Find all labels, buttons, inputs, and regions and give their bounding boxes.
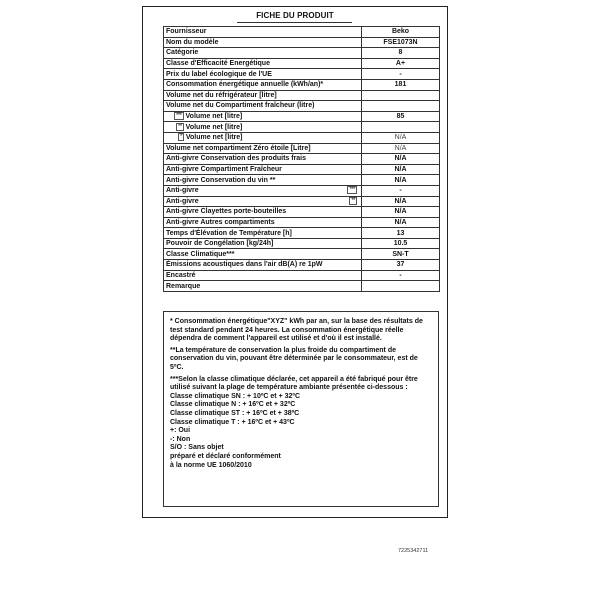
row-value: N/A (362, 132, 440, 143)
row-label: Émissions acoustiques dans l'air dB(A) re 1pW (164, 260, 362, 271)
table-row (164, 69, 440, 80)
row-label: Volume net [litre] (185, 123, 243, 131)
legend-yes: +: Oui (170, 427, 191, 435)
note-wine: **La température de conservation la plus froide du compartiment de conservation du vin, pouvant être déterminée par le consommateur, est de 5ºC. (170, 346, 418, 371)
compliance-line-2: à la norme UE 1060/2010 (170, 461, 252, 469)
row-value: N/A (362, 143, 440, 154)
table-row (164, 175, 440, 186)
spec-table (163, 26, 440, 292)
row-label: Prix du label écologique de l'UE (164, 69, 362, 80)
row-label: Temps d'Élévation de Température [h] (164, 228, 362, 239)
table-row (164, 281, 440, 292)
table-row (164, 249, 440, 260)
row-value: 37 (362, 260, 440, 271)
row-value: N/A (362, 207, 440, 218)
row-label: Volume net du réfrigérateur [litre] (164, 90, 362, 101)
row-value: N/A (362, 217, 440, 228)
row-value: N/A (362, 196, 440, 207)
row-label: Fournisseur (164, 27, 362, 38)
table-row (164, 196, 440, 207)
table-row (164, 185, 440, 196)
row-value: FSE1073N (362, 37, 440, 48)
row-value: Beko (362, 27, 440, 38)
three-star-icon: *** (349, 187, 355, 194)
table-row (164, 27, 440, 38)
two-star-icon: ** (351, 197, 355, 204)
table-row (164, 260, 440, 271)
table-row (164, 270, 440, 281)
row-label: Volume net [litre] (185, 113, 243, 121)
row-label: Anti-givre (166, 197, 199, 205)
note-climate: ***Selon la classe climatique déclarée, cet appareil a été fabriqué pour être utilisé suivant la plage de température ambiante présentée ci-dessous : (170, 375, 418, 392)
table-row (164, 90, 440, 101)
table-row (164, 58, 440, 69)
climate-class-sn: Classe climatique SN : + 10ºC et + 32ºC (170, 392, 301, 400)
row-label-cell (164, 111, 362, 122)
table-row (164, 122, 440, 133)
table-row (164, 132, 440, 143)
notes-box (163, 311, 439, 507)
row-value: N/A (362, 154, 440, 165)
three-star-icon: *** (176, 113, 182, 120)
table-row (164, 48, 440, 59)
table-row (164, 154, 440, 165)
row-value: - (362, 270, 440, 281)
row-value: - (362, 185, 440, 196)
title-underline (237, 22, 352, 23)
table-row (164, 207, 440, 218)
climate-class-st: Classe climatique ST : + 16ºC et + 38ºC (170, 409, 300, 417)
sheet-title: FICHE DU PRODUIT (256, 11, 334, 20)
row-label: Volume net [litre] (185, 134, 243, 142)
row-value: SN-T (362, 249, 440, 260)
row-label: Anti-givre Compartiment Fraîcheur (164, 164, 362, 175)
two-star-icon: ** (178, 123, 182, 130)
row-value (362, 101, 440, 112)
table-row (164, 164, 440, 175)
row-label: Anti-givre Conservation des produits frais (164, 154, 362, 165)
row-value: 13 (362, 228, 440, 239)
row-label-cell (164, 132, 362, 143)
row-label: Anti-givre Autres compartiments (164, 217, 362, 228)
row-label: Encastré (164, 270, 362, 281)
row-value: 8 (362, 48, 440, 59)
climate-class-t: Classe climatique T : + 16ºC et + 43ºC (170, 418, 295, 426)
table-row (164, 79, 440, 90)
one-star-icon: * (180, 134, 182, 141)
row-value: 10.5 (362, 238, 440, 249)
table-row (164, 101, 440, 112)
row-value (362, 90, 440, 101)
climate-class-n: Classe climatique N : + 16ºC et + 32ºC (170, 401, 296, 409)
row-label-cell (164, 122, 362, 133)
row-value: - (362, 69, 440, 80)
row-value: 85 (362, 111, 440, 122)
table-row (164, 238, 440, 249)
row-value (362, 281, 440, 292)
row-label: Anti-givre Conservation du vin ** (164, 175, 362, 186)
row-label: Consommation énergétique annuelle (kWh/an)* (164, 79, 362, 90)
row-label: Anti-givre Clayettes porte-bouteilles (164, 207, 362, 218)
row-label: Classe Climatique*** (164, 249, 362, 260)
row-value: 181 (362, 79, 440, 90)
row-label: Anti-givre (166, 187, 199, 195)
row-label: Remarque (164, 281, 362, 292)
note-energy: * Consommation énergétique"XYZ" kWh par an, sur la base des résultats de test standard pendant 24 heures. La consommation énergétique réelle dépendra de comment l'appareil est utilisé et d'où il est installé. (170, 318, 423, 343)
row-value: A+ (362, 58, 440, 69)
row-value: N/A (362, 164, 440, 175)
table-row (164, 217, 440, 228)
row-value: N/A (362, 175, 440, 186)
row-label: Catégorie (164, 48, 362, 59)
legend-na: S/O : Sans objet (170, 444, 224, 452)
row-label: Nom du modèle (164, 37, 362, 48)
row-label: Volume net du Compartiment fraîcheur (litre) (164, 101, 362, 112)
legend-no: -: Non (170, 435, 191, 443)
table-row (164, 143, 440, 154)
compliance-line-1: préparé et déclaré conformément (170, 452, 281, 460)
product-sheet (142, 6, 448, 518)
table-row (164, 37, 440, 48)
row-label: Volume net compartiment Zéro étoile [Litre] (164, 143, 362, 154)
table-row (164, 111, 440, 122)
document-code: 7225342711 (398, 548, 429, 554)
table-row (164, 228, 440, 239)
row-label: Pouvoir de Congélation [kg/24h] (164, 238, 362, 249)
row-value (362, 122, 440, 133)
row-label-cell (164, 196, 362, 207)
row-label-cell (164, 185, 362, 196)
row-label: Classe d'Efficacité Energétique (164, 58, 362, 69)
